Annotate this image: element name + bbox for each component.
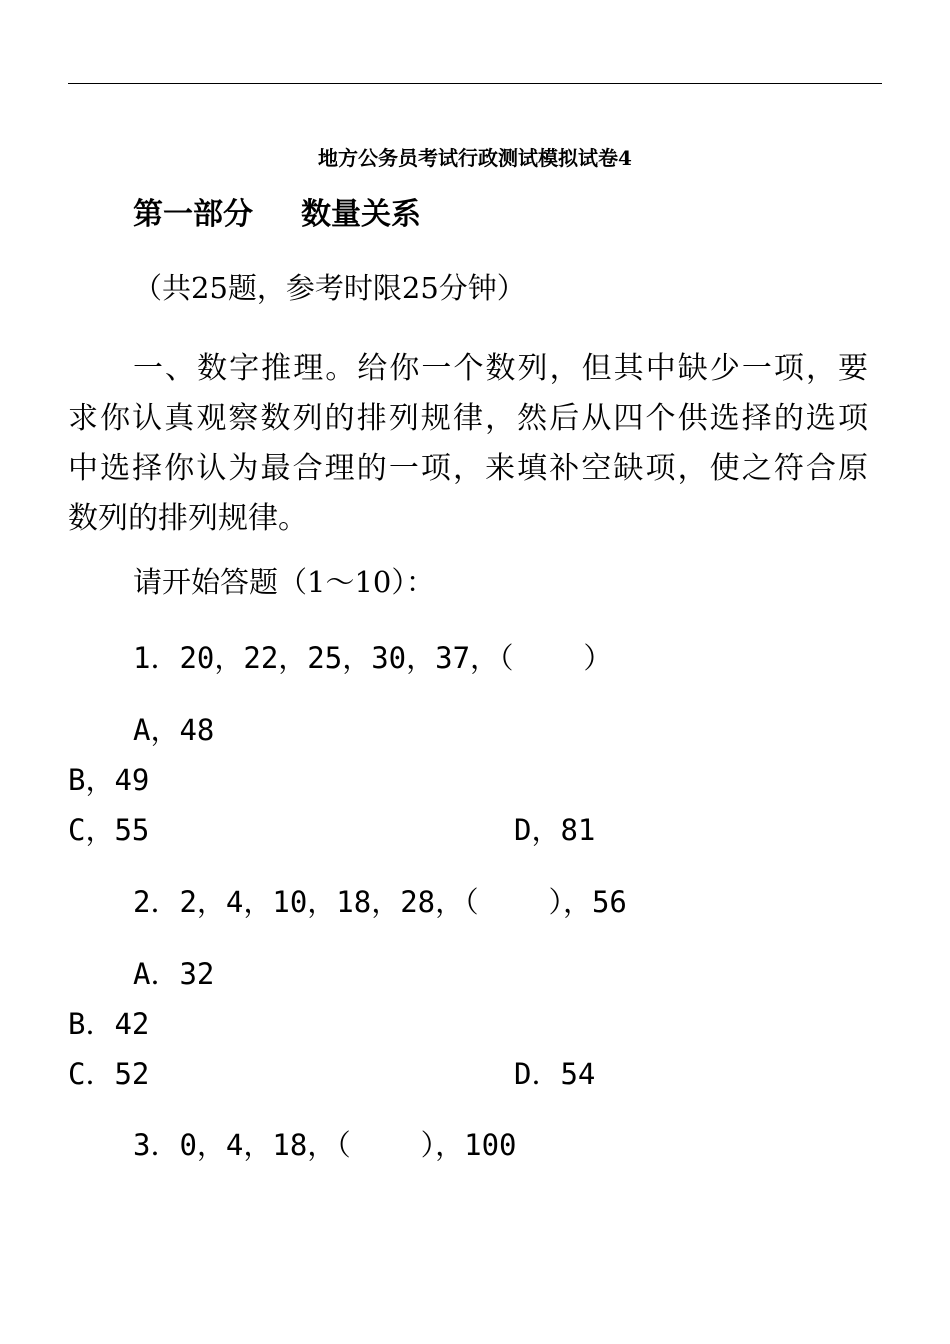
section-heading [133,197,421,232]
question-1-option-d: D，81 [514,813,596,847]
instructions-paragraph [68,344,868,544]
document-title: 地方公务员考试行政测试模拟试卷4 [318,146,632,170]
question-2-stem: 2．2，4，10，18，28，（ ），56 [133,885,627,919]
section-part: 第一部分 [133,197,253,232]
question-1-option-a: A，48 [133,713,215,747]
instructions-line: 中选择你认为最合理的一项，来填补空缺项，使之符合原 [68,451,868,486]
question-1-stem: 1．20，22，25，30，37，（ ） [133,641,613,675]
question-1-option-c: C，55 [68,813,150,847]
question-2-option-d: D．54 [514,1057,596,1091]
question-2-option-a: A．32 [133,957,215,991]
question-2-option-c: C．52 [68,1057,150,1091]
answer-prompt: 请开始答题（1～10）： [133,565,435,599]
header-rule [68,83,882,84]
question-3-stem: 3．0，4，18，（ ），100 [133,1128,517,1162]
instructions-line: 求你认真观察数列的排列规律，然后从四个供选择的选项 [68,401,868,436]
section-name: 数量关系 [301,197,421,232]
instructions-line: 数列的排列规律。 [68,501,308,536]
instructions-line: 一、数字推理。给你一个数列，但其中缺少一项，要 [133,351,868,386]
question-1-option-b: B，49 [68,763,150,797]
section-time-note: （共25题，参考时限25分钟） [133,271,526,305]
question-2-option-b: B．42 [68,1007,150,1041]
